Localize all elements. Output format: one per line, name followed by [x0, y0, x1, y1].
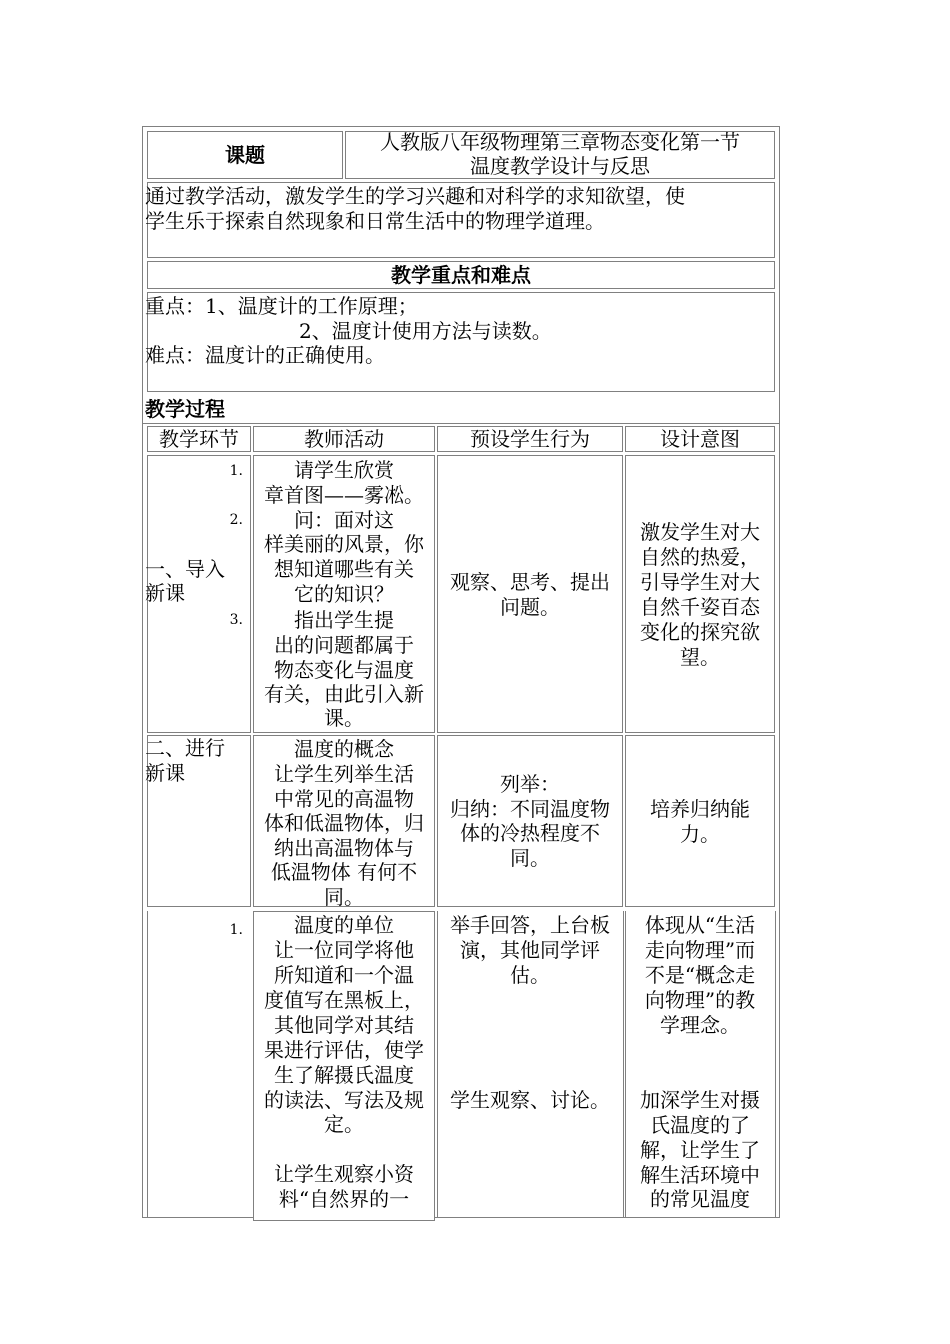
row1-number-2: 2.: [229, 512, 243, 528]
row2-student-line: 列举：: [500, 772, 560, 796]
row3-stage-cell: [147, 911, 251, 1219]
col-header-intent: 设计意图: [660, 427, 740, 451]
row3-intent-line: 解，让学生了: [640, 1138, 760, 1162]
row1-intent-line: 自然千姿百态: [640, 595, 760, 619]
row2-teacher-line: 同。: [324, 885, 364, 909]
row3-teacher-line: 其他同学对其结: [274, 1013, 414, 1037]
row1-teacher-line: 章首图——雾凇。: [264, 483, 424, 507]
col-header-stage: 教学环节: [159, 427, 239, 451]
row3-intent-line: 解生活环境中: [640, 1163, 760, 1187]
row2-teacher-line: 体和低温物体，归: [264, 811, 424, 835]
row2-student-line: 体的冷热程度不: [460, 821, 600, 845]
row1-number-1: 1.: [229, 463, 243, 479]
row1-teacher-line: 它的知识？: [294, 582, 394, 606]
row2-teacher-line: 温度的概念: [294, 737, 394, 761]
row2-teacher-line: 低温物体 有何不: [270, 860, 418, 884]
row1-intent-line: 引导学生对大: [640, 570, 760, 594]
row1-student-line: 观察、思考、提出: [450, 570, 610, 594]
row3-intent-line: 向物理”的教: [644, 988, 756, 1012]
row2-student-line: 归纳：不同温度物: [450, 797, 610, 821]
col-header-student: 预设学生行为: [470, 427, 590, 451]
row1-teacher-line: 请学生欣赏: [294, 458, 394, 482]
row3-teacher-line: 生了解摄氏温度: [274, 1063, 414, 1087]
process-heading: 教学过程: [145, 397, 225, 421]
row3-teacher-line: 让学生观察小资: [274, 1162, 414, 1186]
row1-teacher-line: 问：面对这: [294, 508, 394, 532]
row3-teacher-line: 的读法、写法及规: [264, 1088, 424, 1112]
row3-teacher-line: 度值写在黑板上，: [264, 988, 424, 1012]
row2-stage-line2: 新课: [145, 761, 185, 785]
row2-teacher-line: 纳出高温物体与: [274, 836, 414, 860]
row2-student-line: 同。: [510, 846, 550, 870]
row3-intent-line: 的常见温度: [650, 1187, 750, 1211]
row3-student-line: 估。: [510, 963, 550, 987]
row1-teacher-line: 指出学生提: [294, 608, 394, 632]
row3-teacher-line: 料“自然界的一: [278, 1187, 410, 1211]
row1-intent-cell: [625, 455, 775, 733]
difficulty-point: 难点：温度计的正确使用。: [145, 343, 385, 367]
row1-teacher-line: 样美丽的风景，你: [264, 532, 424, 556]
subject-title-line1: 人教版八年级物理第三章物态变化第一节: [380, 130, 740, 154]
row3-teacher-line: 果进行评估，使学: [264, 1038, 424, 1062]
row1-teacher-line: 有关，由此引入新: [264, 682, 424, 706]
subject-label: 课题: [225, 143, 265, 167]
col-header-teacher: 教师活动: [304, 427, 384, 451]
row1-student-line: 问题。: [500, 595, 560, 619]
row1-intent-line: 自然的热爱，: [640, 545, 760, 569]
row2-intent-line: 培养归纳能: [650, 797, 750, 821]
row3-intent-line: 氏温度的了: [650, 1113, 750, 1137]
row3-student-line: 学生观察、讨论。: [450, 1088, 610, 1112]
row3-intent-line: 体现从“生活: [644, 913, 756, 937]
row3-intent-line: 加深学生对摄: [640, 1088, 760, 1112]
key-points-heading: 教学重点和难点: [391, 263, 531, 287]
row2-intent-cell: [625, 735, 775, 907]
row3-student-line: 演，其他同学评: [460, 938, 600, 962]
lesson-plan-table: [142, 126, 780, 1218]
row1-teacher-line: 出的问题都属于: [274, 633, 414, 657]
row1-number-3: 3.: [229, 612, 243, 628]
goal-line1: 通过教学活动，激发学生的学习兴趣和对科学的求知欲望，使: [145, 184, 685, 208]
row2-intent-line: 力。: [680, 822, 720, 846]
row3-student-line: 举手回答，上台板: [450, 913, 610, 937]
goal-line2: 学生乐于探索自然现象和日常生活中的物理学道理。: [145, 209, 605, 233]
row2-teacher-line: 让学生列举生活: [274, 762, 414, 786]
row1-teacher-line: 想知道哪些有关: [274, 557, 414, 581]
row1-teacher-line: 课。: [324, 706, 364, 730]
row1-stage-line1: 一、导入: [145, 557, 225, 581]
row1-intent-line: 望。: [680, 645, 720, 669]
row3-teacher-line: 温度的单位: [294, 913, 394, 937]
row2-stage-line1: 二、进行: [145, 736, 225, 760]
row1-intent-line: 激发学生对大: [640, 520, 760, 544]
row1-student-cell: [437, 455, 623, 733]
row3-intent-line: 不是“概念走: [644, 963, 756, 987]
row3-intent-line: 走向物理”而: [644, 938, 756, 962]
row2-teacher-line: 中常见的高温物: [274, 787, 414, 811]
subject-title-line2: 温度教学设计与反思: [470, 154, 650, 178]
row1-intent-line: 变化的探究欲: [640, 620, 760, 644]
row1-stage-line2: 新课: [145, 581, 185, 605]
row1-teacher-line: 物态变化与温度: [274, 658, 414, 682]
row3-teacher-line: 所知道和一个温: [274, 963, 414, 987]
row3-teacher-line: 让一位同学将他: [274, 938, 414, 962]
row3-number-1: 1.: [229, 922, 243, 938]
key-point-2: 2、温度计使用方法与读数。: [299, 319, 552, 343]
key-point-1: 重点：1、温度计的工作原理；: [145, 294, 418, 318]
row3-teacher-line: 定。: [324, 1112, 364, 1136]
row3-intent-line: 学理念。: [660, 1013, 740, 1037]
